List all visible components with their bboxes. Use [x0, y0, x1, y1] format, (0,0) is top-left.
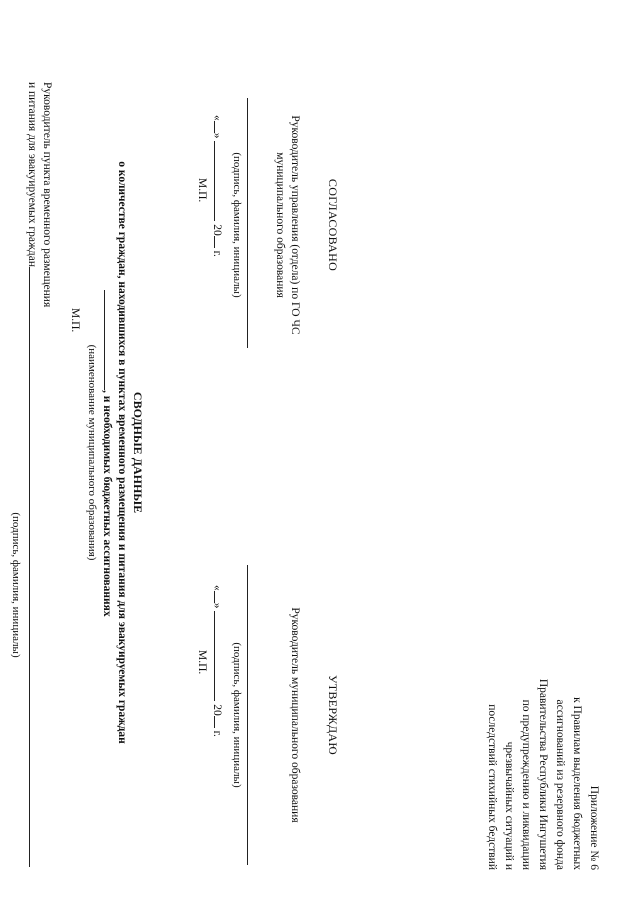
agreed-year-blank: [214, 236, 215, 248]
approved-date-year: 20: [211, 704, 223, 716]
footer-head-line2: и питания для эвакуируемых граждан: [26, 82, 39, 268]
agreed-heading: СОГЛАСОВАНО: [326, 178, 340, 272]
agreed-signature-caption: (подпись, фамилия, инициалы): [231, 152, 243, 298]
summary-municipality-blank: [104, 290, 105, 390]
approved-date-suffix: г.: [211, 730, 223, 737]
appendix-line: по предупреждению и ликвидации: [520, 699, 532, 870]
appendix-line: к Правилам выделения бюджетных: [571, 697, 583, 870]
approved-year-blank: [214, 716, 215, 728]
agreed-position-line1: Руководитель управления (отдела) по ГО ЧС: [289, 115, 302, 335]
appendix-line: последствий стихийных бедствий: [486, 704, 498, 870]
approved-date-row: [209, 585, 224, 845]
appendix-line: Правительства Республики Ингушетия: [537, 678, 549, 870]
summary-subtitle-line2: , и необходимых бюджетных ассигнованиях: [101, 390, 113, 617]
agreed-date-open-quote: «: [211, 115, 223, 121]
summary-subtitle-row2: [99, 290, 114, 710]
approved-date-open-quote: «: [211, 585, 223, 591]
agreed-block: [273, 95, 340, 355]
agreed-month-blank: [214, 141, 215, 221]
footer-head-line1: Руководитель пункта временного размещения: [41, 82, 53, 308]
appendix-line: чрезвычайных ситуаций и: [503, 741, 515, 870]
appendix-line: Приложение № 6: [588, 785, 600, 870]
footer-signature-blank: [29, 267, 30, 867]
agreed-day-blank: [214, 121, 215, 133]
appendix-reference: [483, 600, 602, 870]
approved-heading: УТВЕРЖДАЮ: [326, 674, 340, 756]
summary-municipality-caption: (наименование муниципального образования): [86, 344, 98, 561]
appendix-line: ассигнований из резервного фонда: [554, 699, 566, 870]
summary-subtitle-line1: о количестве граждан, находившихся в пунктах временного размещения и питания для эвакуируемых граждан: [116, 161, 128, 744]
approved-date-close-quote: »: [211, 602, 223, 609]
footer-head-row2: [24, 82, 39, 602]
approved-block: [287, 555, 340, 875]
agreed-date-close-quote: »: [211, 132, 223, 139]
approved-day-blank: [214, 591, 215, 603]
agreed-date-year: 20: [211, 224, 223, 236]
footer-head-block: [24, 82, 54, 602]
agreed-position-line2: муниципального образования: [274, 152, 287, 298]
approved-signature-caption: (подпись, фамилия, инициалы): [231, 642, 243, 788]
approved-signature-line: [247, 565, 248, 865]
agreed-signature-line: [247, 98, 248, 348]
agreed-date-row: [209, 115, 224, 365]
footer-signature-caption: (подпись, фамилия, инициалы): [10, 512, 22, 658]
approved-position-line1: Руководитель муниципального образования: [289, 607, 302, 823]
summary-title: СВОДНЫЕ ДАННЫЕ: [131, 391, 145, 514]
agreed-date-suffix: г.: [211, 250, 223, 257]
approved-stamp: М.П.: [196, 650, 208, 675]
agreed-stamp: М.П.: [196, 178, 208, 203]
approved-month-blank: [214, 611, 215, 701]
footer-stamp: М.П.: [69, 308, 81, 333]
